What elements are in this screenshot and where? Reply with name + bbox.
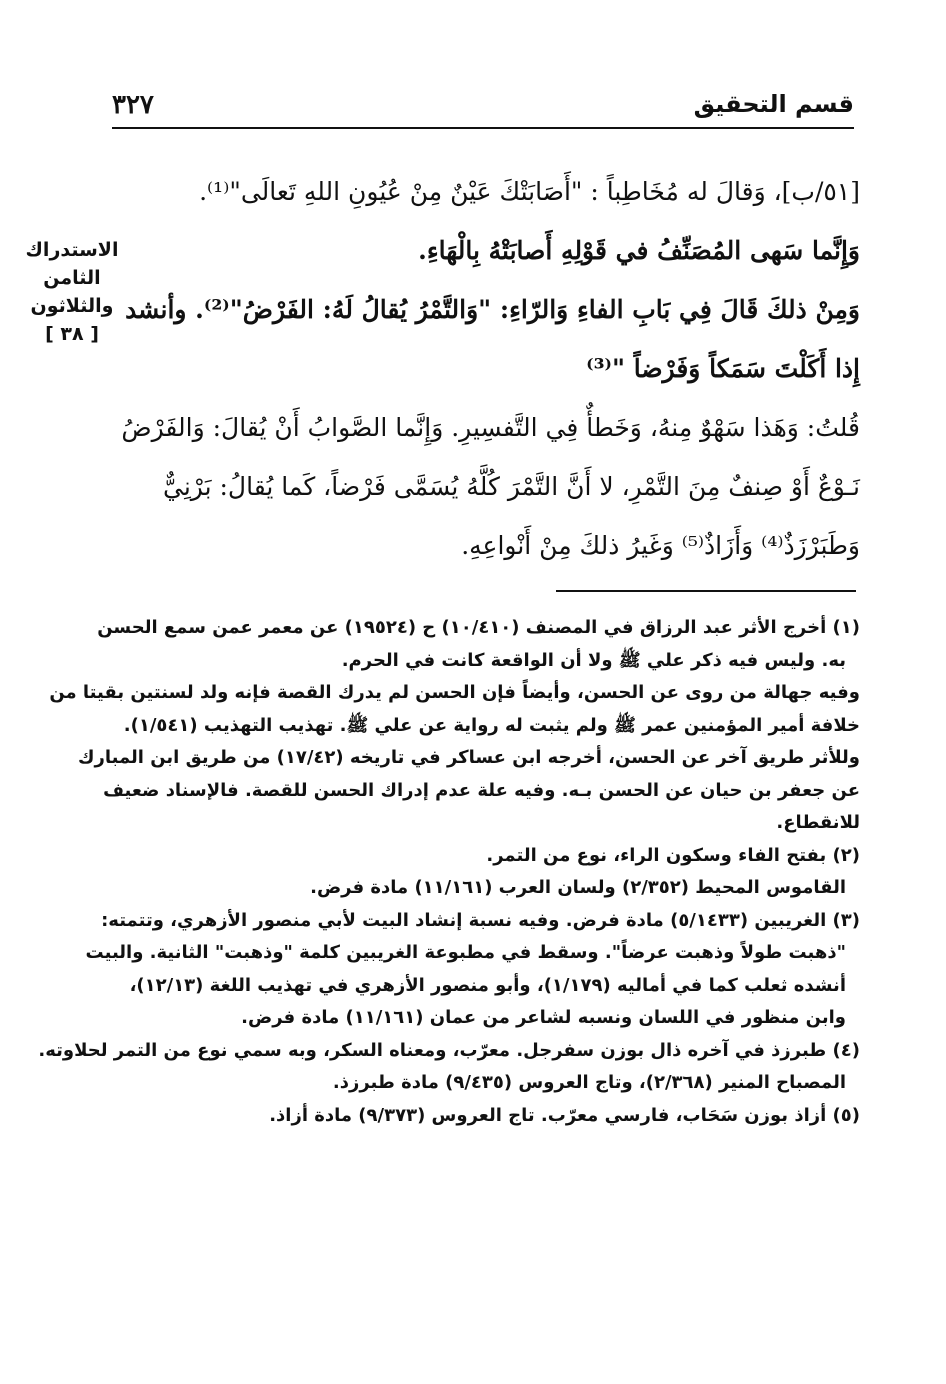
margin-note-number: [ ٣٨ ]	[45, 323, 99, 345]
footnote-line: وللأثر طريق آخر عن الحسن، أخرجه ابن عساكر في تاريخه (١٧/٤٢) من طريق ابن المبارك	[78, 747, 860, 768]
main-text-line: [٥١/ب]، وَقالَ له مُخَاطِباً : "أَصَابَتْكَ عَيْنٌ مِنْ عُيُونِ اللهِ تَعالَى"⁽¹⁾.	[199, 177, 860, 206]
footnote-line: وفيه جهالة من روى عن الحسن، وأيضاً فإن الحسن لم يدرك القصة فإنه ولد لسنتين بقيتا من	[49, 682, 860, 703]
footnote-line: المصباح المنير (٢/٣٦٨)، وتاج العروس (٩/٤٣٥) مادة طبرزذ.	[332, 1072, 846, 1093]
footnote-line: وابن منظور في اللسان ونسبه لشاعر من عمان (١١/١٦١) مادة فرض.	[241, 1007, 846, 1028]
margin-note-line: الاستدراك	[25, 239, 119, 261]
footnote-line: (٣) الغريبين (٥/١٤٣٣) مادة فرض. وفيه نسبة إنشاد البيت لأبي منصور الأزهري، وتتمته:	[101, 909, 860, 931]
margin-note-line: الثامن	[43, 267, 101, 289]
main-text-line: قُلتُ: وَهَذا سَهْوٌ مِنهُ، وَخَطأٌ فِي التَّفسِيرِ. وَإِنَّما الصَّوابُ أَنْ يُقالَ: وَالفَرْضُ	[121, 413, 860, 442]
footnote-line: "ذهبت طولاً وذهبت عرضاً". وسقط في مطبوعة الغريبين كلمة "وذهبت" الثانية. والبيت	[85, 942, 846, 963]
footnote-line: عن جعفر بن حيان عن الحسن بـه. وفيه علة عدم إدراك الحسن للقصة. فالإسناد ضعيف	[103, 779, 860, 801]
footnote-line: (١) أخرج الأثر عبد الرزاق في المصنف (١٠/٤١٠) ح (١٩٥٢٤) عن معمر عمن سمع الحسن	[97, 617, 860, 638]
footnote-line: به. وليس فيه ذكر علي ﷺ ولا أن الواقعة كانت في الحرم.	[341, 649, 846, 671]
footnote-line: (٥) أزاذ بوزن سَحَاب، فارسي معرّب. تاج العروس (٩/٣٧٣) مادة أزاذ.	[269, 1104, 860, 1126]
footnote-line: أنشده ثعلب كما في أماليه (١/١٧٩)، وأبو منصور الأزهري في تهذيب اللغة (١٢/١٣)،	[129, 974, 846, 996]
main-text-line: إِذا أَكَلْتَ سَمَكاً وَفَرْضاً "⁽³⁾	[586, 354, 860, 383]
main-text-line: وَإِنَّما سَهى المُصَنِّفُ في قَوْلِهِ أَصابَتْهُ بِالْهَاءِ.	[418, 236, 860, 265]
margin-note-line: والثلاثون	[30, 295, 114, 317]
header-rule	[112, 127, 854, 129]
margin-note	[20, 236, 124, 348]
section-title: قسم التحقيق	[693, 90, 854, 118]
page-number: ٣٢٧	[112, 90, 154, 120]
footnote-line: للانقطاع.	[776, 812, 860, 833]
main-text-line: وَمِنْ ذلكَ قَالَ فِي بَابِ الفاءِ وَالرّاءِ: "وَالتَّمْرُ يُقالُ لَهُ: الفَرْضُ"⁽²⁾. وأنشد	[125, 295, 860, 324]
main-text-line: وَطَبَرْزَذٌ⁽⁴⁾ وَأَزَاذٌ⁽⁵⁾ وَغَيرُ ذلكَ مِنْ أَنْواعِهِ.	[461, 531, 860, 560]
page-header	[112, 90, 854, 130]
main-text-line: نَـوْعٌ أَوْ صِنفٌ مِنَ التَّمْرِ، لا أَنَّ التَّمْرَ كُلَّهُ يُسَمَّى فَرْضاً، كَما يُقالُ: بَرْنِيٌّ	[163, 472, 860, 501]
footnote-line: (٢) بفتح الفاء وسكون الراء، نوع من التمر.	[486, 844, 860, 866]
footnote-line: (٤) طبرزذ في آخره ذال بوزن سفرجل. معرّب، ومعناه السكر، وبه سمي نوع من التمر لحلاوته.	[38, 1039, 860, 1061]
footnote-line: القاموس المحيط (٢/٣٥٢) ولسان العرب (١١/١٦١) مادة فرض.	[310, 877, 846, 898]
footnote-separator	[556, 590, 856, 592]
footnotes	[38, 612, 860, 1132]
main-text	[121, 162, 860, 575]
footnote-line: خلافة أمير المؤمنين عمر ﷺ ولم يثبت له رواية عن علي ﷺ. تهذيب التهذيب (١/٥٤١).	[123, 714, 860, 736]
